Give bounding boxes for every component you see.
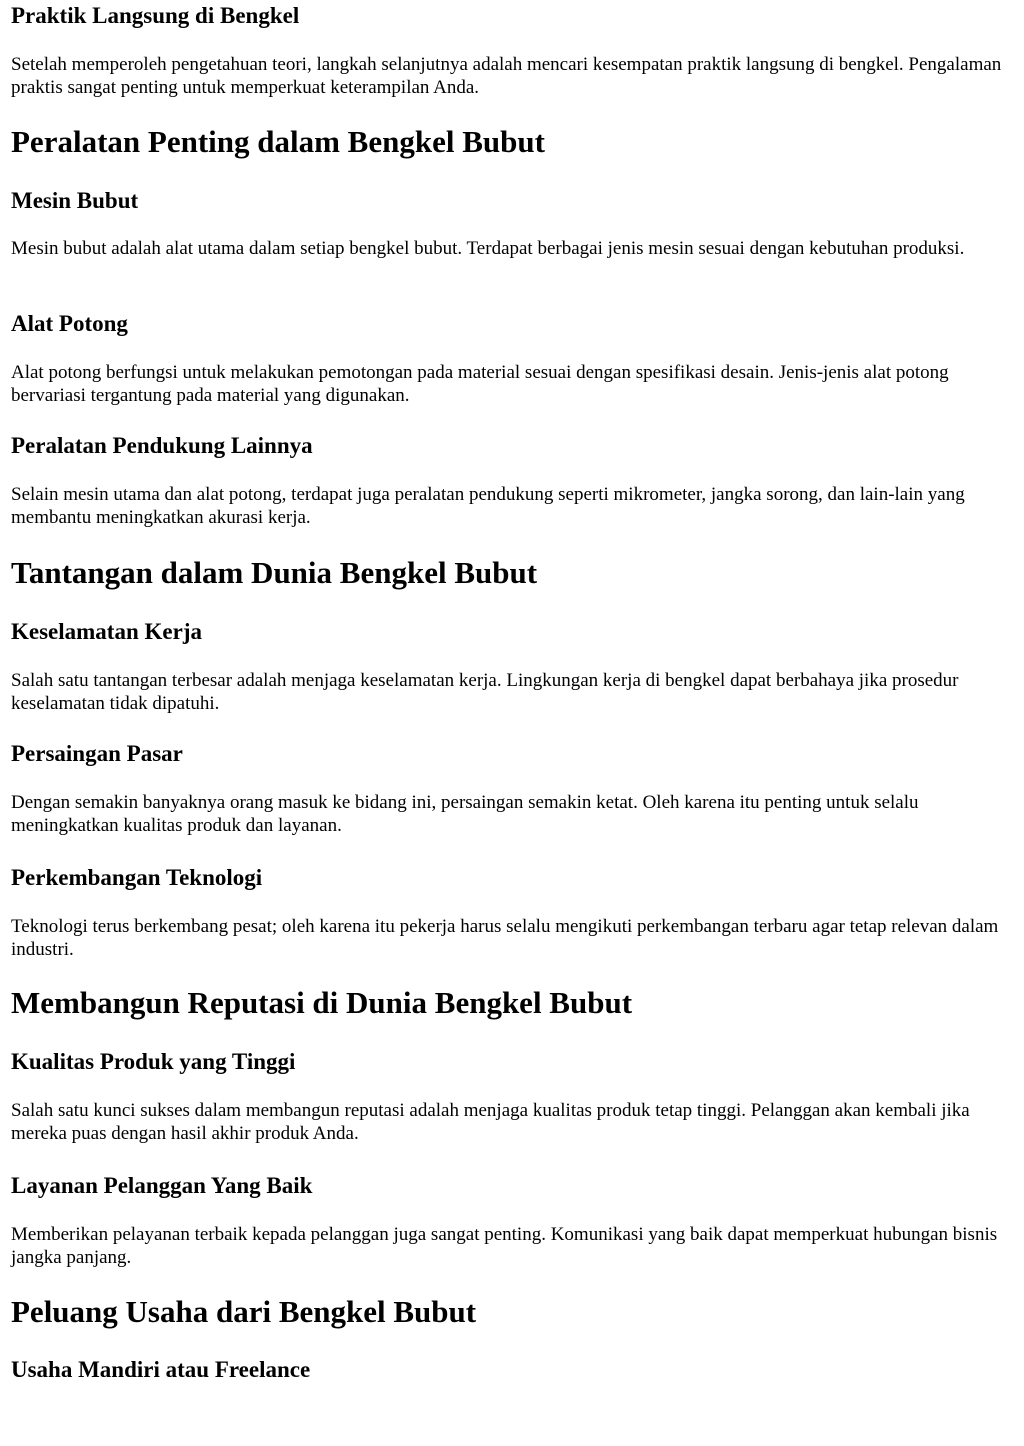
- subheading-kualitas-produk: Kualitas Produk yang Tinggi: [11, 1049, 296, 1074]
- heading-membangun-reputasi: Membangun Reputasi di Dunia Bengkel Bubut: [11, 985, 633, 1020]
- subheading-mesin-bubut: Mesin Bubut: [11, 188, 139, 213]
- paragraph-peralatan-pendukung: Selain mesin utama dan alat potong, terdapat juga peralatan pendukung seperti mikrometer, jangka sorong, dan lain-lain yang membantu meningkatkan akurasi kerja.: [11, 484, 965, 528]
- subheading-usaha-mandiri: Usaha Mandiri atau Freelance: [11, 1357, 311, 1382]
- heading-peralatan-penting: Peralatan Penting dalam Bengkel Bubut: [11, 124, 545, 159]
- paragraph-keselamatan-kerja: Salah satu tantangan terbesar adalah menjaga keselamatan kerja. Lingkungan kerja di bengkel dapat berbahaya jika prosedur keselamatan tidak dipatuhi.: [11, 670, 959, 714]
- paragraph-praktik-langsung: Setelah memperoleh pengetahuan teori, langkah selanjutnya adalah mencari kesempatan praktik langsung di bengkel. Pengalaman praktis sangat penting untuk memperkuat keterampilan Anda.: [11, 54, 1002, 98]
- heading-tantangan: Tantangan dalam Dunia Bengkel Bubut: [11, 555, 538, 590]
- paragraph-mesin-bubut: Mesin bubut adalah alat utama dalam setiap bengkel bubut. Terdapat berbagai jenis mesin sesuai dengan kebutuhan produksi.: [11, 238, 965, 259]
- paragraph-kualitas-produk: Salah satu kunci sukses dalam membangun reputasi adalah menjaga kualitas produk tetap tinggi. Pelanggan akan kembali jika mereka puas dengan hasil akhir produk Anda.: [11, 1100, 970, 1144]
- subheading-praktik-langsung: Praktik Langsung di Bengkel: [11, 3, 300, 28]
- paragraph-perkembangan-teknologi: Teknologi terus berkembang pesat; oleh karena itu pekerja harus selalu mengikuti perkembangan terbaru agar tetap relevan dalam industri.: [11, 916, 999, 960]
- subheading-peralatan-pendukung: Peralatan Pendukung Lainnya: [11, 433, 313, 458]
- subheading-perkembangan-teknologi: Perkembangan Teknologi: [11, 865, 263, 890]
- subheading-persaingan-pasar: Persaingan Pasar: [11, 741, 183, 766]
- paragraph-persaingan-pasar: Dengan semakin banyaknya orang masuk ke bidang ini, persaingan semakin ketat. Oleh karena itu penting untuk selalu meningkatkan kualitas produk dan layanan.: [11, 792, 919, 836]
- subheading-layanan-pelanggan: Layanan Pelanggan Yang Baik: [11, 1173, 313, 1198]
- paragraph-alat-potong: Alat potong berfungsi untuk melakukan pemotongan pada material sesuai dengan spesifikasi desain. Jenis-jenis alat potong bervariasi tergantung pada material yang digunakan.: [11, 362, 949, 406]
- subheading-keselamatan-kerja: Keselamatan Kerja: [11, 619, 202, 644]
- subheading-alat-potong: Alat Potong: [11, 311, 128, 336]
- paragraph-layanan-pelanggan: Memberikan pelayanan terbaik kepada pelanggan juga sangat penting. Komunikasi yang baik dapat memperkuat hubungan bisnis jangka panjang.: [11, 1224, 998, 1268]
- heading-peluang-usaha: Peluang Usaha dari Bengkel Bubut: [11, 1294, 477, 1329]
